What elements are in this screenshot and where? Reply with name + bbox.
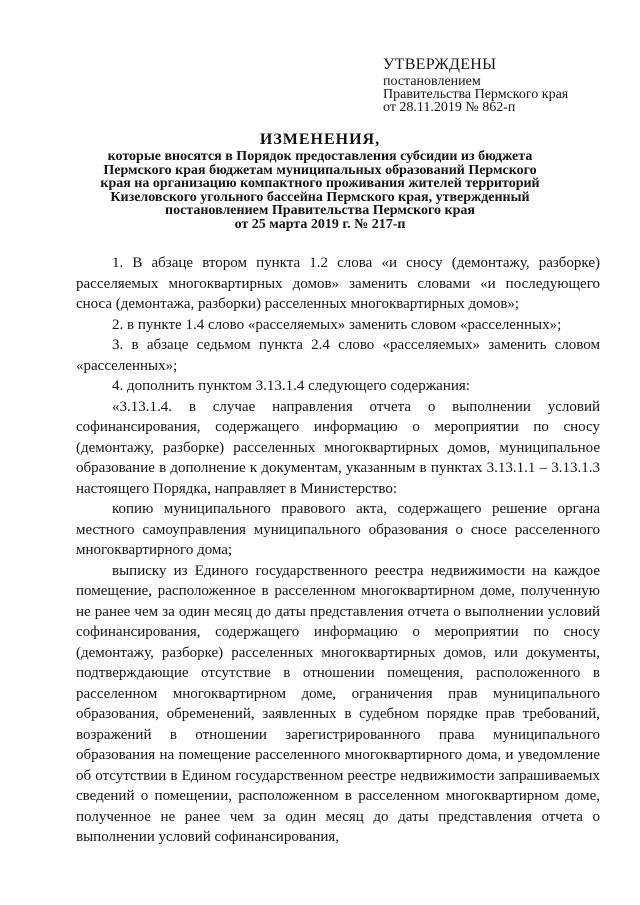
document-subtitle <box>70 150 570 232</box>
body-paragraph: 2. в пункте 1.4 слово «расселяемых» заменить словом «расселенных»; <box>112 316 562 333</box>
body-paragraph: 3. в абзаце седьмом пункта 2.4 слово «расселяемых» заменить словом «расселенных»; <box>76 337 600 374</box>
approval-stamp <box>383 56 623 114</box>
body-paragraph: «3.13.1.4. в случае направления отчета о выполнении условий софинансирования, содержащего информацию о мероприятии по сносу (демонтажу, разборке) расселенных многоквартирных домов, муниципальное образование в дополнение к документам, указанным в пунктах 3.13.1.1 – 3.13.1.3 настоящего Порядка, направляет в Министерство: <box>76 398 600 497</box>
approval-heading: УТВЕРЖДЕНЫ <box>383 56 497 73</box>
body-paragraph: 1. В абзаце втором пункта 1.2 слова «и сносу (демонтажу, разборке) расселяемых многоквартирных домов» заменить словами «и последующего сноса (демонтажа, разборки) расселенных многоквартирных домов»; <box>76 255 600 312</box>
approval-line: постановлением <box>383 74 481 89</box>
approval-line: Правительства Пермского края <box>383 87 569 102</box>
subtitle-line: постановлением Правительства Пермского края <box>165 203 475 219</box>
body-paragraph: 4. дополнить пунктом 3.13.1.4 следующего содержания: <box>112 378 470 394</box>
subtitle-line: Кизеловского угольного бассейна Пермского края, утвержденный <box>110 189 530 205</box>
approval-date-line: от 28.11.2019 № 862-п <box>383 100 516 115</box>
subtitle-line: края на организацию компактного проживания жителей территорий <box>100 176 540 192</box>
body-paragraph: выписку из Единого государственного реестра недвижимости на каждое помещение, расположенное в расселенном многоквартирном доме, полученную не ранее чем за один месяц до даты представления отчета о выполнении условий софинансирования, содержащего информацию о мероприятии по сносу (демонтажу, разборке) расселенных многоквартирных домов, или документы, подтверждающие отсутствие в отношении помещения, расположенного в расселенном многоквартирном доме, ограничения прав муниципального образования, обременений, заявленных в судебном порядке прав требований, возражений в отношении зарегистрированного права муниципального образования на помещение расселенного многоквартирного дома, и уведомление об отсутствии в Едином государственном реестре недвижимости запрашиваемых сведений о помещении, расположенном в расселенном многоквартирном доме, полученное не ранее чем за один месяц до даты представления отчета о выполнении условий софинансирования, <box>76 562 600 845</box>
body-paragraph: копию муниципального правового акта, содержащего решение органа местного самоуправления муниципального образования о сносе расселенного многоквартирного дома; <box>76 501 600 558</box>
subtitle-line: которые вносятся в Порядок предоставления субсидии из бюджета <box>107 149 533 164</box>
subtitle-line: Пермского края бюджетам муниципальных образований Пермского <box>103 162 537 178</box>
document-title: ИЗМЕНЕНИЯ, <box>259 131 381 148</box>
subtitle-line: от 25 марта 2019 г. № 217-п <box>234 216 406 232</box>
document-body <box>76 253 600 848</box>
